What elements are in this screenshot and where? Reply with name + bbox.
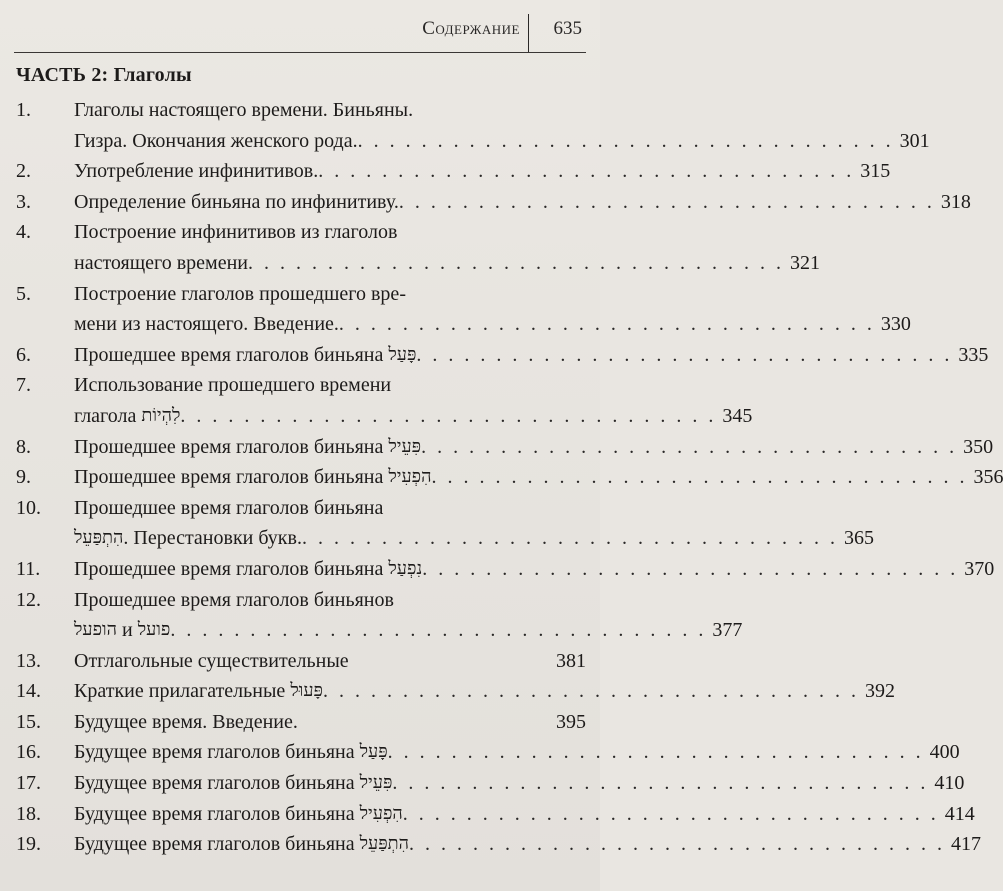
dot-leader: . . . . . . . . . . . . . . . . . . . . . . . . . . . . . . . . . . <box>431 466 968 489</box>
hebrew-binyan: פָּעַל <box>359 741 388 763</box>
entry-title: Построение инфинитивов из глаголов <box>74 221 398 244</box>
dot-leader: . . . . . . . . . . . . . . . . . . . . . . . . . . . . . . . . . . <box>248 251 784 274</box>
entry-number: 19. <box>16 833 41 856</box>
entry-title-cont: глагола <box>74 404 137 427</box>
entry-title: Прошедшее время глаголов биньянов <box>74 588 394 611</box>
toc-entry-18 <box>16 799 975 830</box>
running-head-separator <box>528 14 529 52</box>
entry-page: 410 <box>934 772 965 795</box>
page-number: 635 <box>553 18 582 39</box>
dot-leader: . . . . . . . . . . . . . . . . . . . . . . . . . . . . . . . . . . <box>398 190 935 213</box>
entry-page: 377 <box>712 619 743 642</box>
header-rule <box>14 52 586 53</box>
dot-leader: . . . . . . . . . . . . . . . . . . . . . . . . . . . . . . . . . . <box>170 619 707 642</box>
hebrew-binyan: פָּעַל <box>388 343 417 365</box>
hebrew-binyan-2: פועל <box>137 619 171 641</box>
toc-entry-10 <box>16 493 874 554</box>
entry-title: Употребление инфинитивов. <box>74 160 319 183</box>
entry-page: 335 <box>958 343 989 366</box>
entry-page: 356 <box>973 466 1003 489</box>
entry-title: Прошедшее время глаголов биньяна <box>74 496 384 519</box>
entry-title: Будущее время глаголов биньяна <box>74 741 355 764</box>
entry-number: 6. <box>16 343 31 366</box>
toc-entry-17 <box>16 768 965 799</box>
toc-entry-7 <box>16 370 753 431</box>
entry-title: Определение биньяна по инфинитиву. <box>74 190 399 213</box>
entry-page: 321 <box>790 251 820 274</box>
dot-leader: . . . . . . . . . . . . . . . . . . . . . . . . . . . . . . . . . . <box>318 160 855 183</box>
toc-entry-11 <box>16 554 995 585</box>
entry-title: Прошедшее время глаголов биньяна <box>74 466 384 489</box>
entry-number: 5. <box>16 282 31 305</box>
conjunction: и <box>117 619 138 642</box>
entry-number: 16. <box>16 741 41 764</box>
entry-number: 4. <box>16 221 31 244</box>
entry-number: 18. <box>16 802 41 825</box>
entry-title-cont: . Перестановки букв. <box>123 527 302 550</box>
dot-leader: . . . . . . . . . . . . . . . . . . . . . . . . . . . . . . . . . . <box>416 343 953 366</box>
hebrew-binyan: הִפְעִיל <box>388 466 432 488</box>
entry-page: 381 <box>556 649 586 672</box>
dot-leader: . . . . . . . . . . . . . . . . . . . . . . . . . . . . . . . . . . <box>338 313 875 336</box>
entry-page: 400 <box>929 741 960 764</box>
entry-title-cont: мени из настоящего. Введение. <box>74 313 339 336</box>
entry-title: Будущее время глаголов биньяна <box>74 833 355 856</box>
entry-page: 350 <box>963 435 994 458</box>
entry-number: 7. <box>16 374 31 397</box>
entry-title: Построение глаголов прошедшего вре- <box>74 282 406 305</box>
entry-number: 8. <box>16 435 31 458</box>
dot-leader: . . . . . . . . . . . . . . . . . . . . . . . . . . . . . . . . . . <box>422 557 959 580</box>
entry-number: 10. <box>16 496 41 519</box>
hebrew-binyan: פִּעֵיל <box>359 772 393 794</box>
entry-number: 12. <box>16 588 41 611</box>
entry-title: Глаголы настоящего времени. Биньяны. <box>74 99 414 121</box>
dot-leader: . . . . . . . . . . . . . . . . . . . . . . . . . . . . . . . . . . <box>402 802 939 825</box>
entry-page: 315 <box>860 160 891 183</box>
dot-leader: . . . . . . . . . . . . . . . . . . . . . . . . . . . . . . . . . . <box>392 772 929 795</box>
toc-entry-8 <box>16 432 994 463</box>
hebrew-word: פָּעוּל <box>290 680 323 702</box>
entry-page: 395 <box>556 710 586 733</box>
entry-title-cont: Гизра. Окончания женского рода. <box>74 129 358 152</box>
part-heading: ЧАСТЬ 2: Глаголы <box>16 64 192 86</box>
entry-title: Отглагольные существительные <box>74 649 349 672</box>
entry-number: 15. <box>16 710 41 733</box>
entry-title: Краткие прилагательные <box>74 680 286 703</box>
hebrew-binyan: הופעל <box>74 619 117 641</box>
entry-page: 330 <box>880 313 911 336</box>
toc-entry-2 <box>16 156 891 187</box>
toc-entry-13 <box>16 646 586 677</box>
hebrew-word: לִהְיוֹת <box>141 404 181 426</box>
entry-number: 11. <box>16 557 41 580</box>
toc-entry-3 <box>16 187 971 218</box>
dot-leader <box>349 646 550 677</box>
entry-number: 3. <box>16 190 31 213</box>
dot-leader: . . . . . . . . . . . . . . . . . . . . . . . . . . . . . . . . . . <box>409 833 945 856</box>
entry-title: Прошедшее время глаголов биньяна <box>74 343 384 366</box>
entry-page: 392 <box>864 680 895 703</box>
dot-leader: . . . . . . . . . . . . . . . . . . . . . . . . . . . . . . . . . . <box>357 129 894 152</box>
entry-number: 14. <box>16 680 41 703</box>
entry-title-cont: настоящего времени <box>74 251 248 274</box>
entry-title: Прошедшее время глаголов биньяна <box>74 557 384 580</box>
running-head <box>0 14 600 54</box>
dot-leader <box>298 707 550 738</box>
toc-entry-5 <box>16 279 911 340</box>
table-of-contents <box>16 95 1003 860</box>
hebrew-binyan: הִתְפַּעֵל <box>359 833 409 855</box>
dot-leader: . . . . . . . . . . . . . . . . . . . . . . . . . . . . . . . . . . <box>301 527 838 550</box>
entry-title: Будущее время. Введение. <box>74 710 298 733</box>
entry-page: 345 <box>722 404 753 427</box>
dot-leader: . . . . . . . . . . . . . . . . . . . . . . . . . . . . . . . . . . <box>322 680 859 703</box>
entry-page: 417 <box>951 833 981 856</box>
entry-page: 414 <box>944 802 975 825</box>
toc-entry-6 <box>16 340 989 371</box>
hebrew-binyan: נִפְעַל <box>388 557 423 579</box>
toc-entry-4 <box>16 217 820 278</box>
toc-entry-19 <box>16 829 981 860</box>
entry-page: 318 <box>940 190 971 213</box>
toc-entry-12 <box>16 585 743 646</box>
entry-title: Прошедшее время глаголов биньяна <box>74 435 384 458</box>
toc-entry-9 <box>16 462 1003 493</box>
entry-number: 2. <box>16 160 31 183</box>
entry-page: 365 <box>843 527 874 550</box>
hebrew-binyan: הִפְעִיל <box>359 802 403 824</box>
entry-page: 301 <box>899 129 930 152</box>
hebrew-binyan: הִתְפַּעֵל <box>74 527 124 549</box>
toc-entry-1 <box>16 95 930 156</box>
entry-page: 370 <box>964 557 995 580</box>
entry-title: Будущее время глаголов биньяна <box>74 772 355 795</box>
entry-title: Использование прошедшего времени <box>74 374 392 397</box>
toc-entry-14 <box>16 676 895 707</box>
entry-number: 1. <box>16 99 31 121</box>
running-head-title: Содержание <box>422 18 520 39</box>
entry-title: Будущее время глаголов биньяна <box>74 802 355 825</box>
toc-entry-15 <box>16 707 586 738</box>
entry-number: 17. <box>16 772 41 795</box>
dot-leader: . . . . . . . . . . . . . . . . . . . . . . . . . . . . . . . . . . <box>387 741 924 764</box>
toc-entry-16 <box>16 737 960 768</box>
entry-number: 9. <box>16 466 31 489</box>
dot-leader: . . . . . . . . . . . . . . . . . . . . . . . . . . . . . . . . . . <box>180 404 717 427</box>
hebrew-binyan: פִּעֵיל <box>388 435 422 457</box>
entry-number: 13. <box>16 649 41 672</box>
dot-leader: . . . . . . . . . . . . . . . . . . . . . . . . . . . . . . . . . . <box>421 435 958 458</box>
